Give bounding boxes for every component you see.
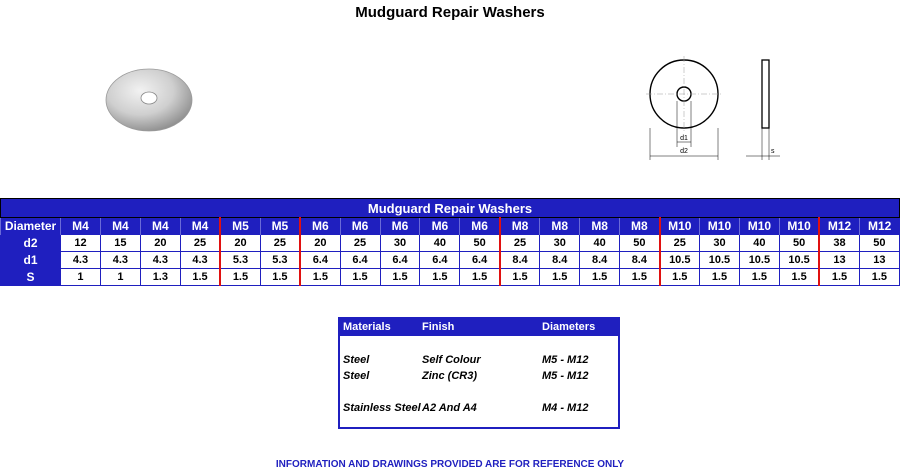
table-cell: 25 bbox=[500, 235, 540, 252]
table-cell: 1.5 bbox=[620, 269, 660, 286]
table-cell: 1.5 bbox=[340, 269, 380, 286]
table-cell: 50 bbox=[460, 235, 500, 252]
table-cell: 10.5 bbox=[779, 252, 819, 269]
table-cell: 20 bbox=[220, 235, 260, 252]
diameter-header-cell: M10 bbox=[739, 218, 779, 235]
table-cell: 30 bbox=[380, 235, 420, 252]
table-cell: 4.3 bbox=[61, 252, 101, 269]
table-cell: 12 bbox=[61, 235, 101, 252]
table-cell: 40 bbox=[580, 235, 620, 252]
table-cell: 8.4 bbox=[540, 252, 580, 269]
material-name: Stainless Steel bbox=[343, 402, 421, 414]
diameter-header-cell: M8 bbox=[500, 218, 540, 235]
table-row bbox=[1, 252, 900, 269]
table-cell: 1.5 bbox=[380, 269, 420, 286]
washer-technical-drawing bbox=[640, 52, 780, 164]
materials-row bbox=[340, 352, 618, 366]
table-cell: 13 bbox=[859, 252, 899, 269]
table-cell: 1 bbox=[100, 269, 140, 286]
diameter-header-cell: M5 bbox=[260, 218, 300, 235]
diameter-header-cell: M12 bbox=[859, 218, 899, 235]
material-diameters: M5 - M12 bbox=[542, 370, 589, 382]
diameter-header-cell: M8 bbox=[540, 218, 580, 235]
table-cell: 5.3 bbox=[260, 252, 300, 269]
table-cell: 4.3 bbox=[180, 252, 220, 269]
diameter-header-cell: M6 bbox=[460, 218, 500, 235]
diameter-header-cell: M6 bbox=[380, 218, 420, 235]
material-finish: A2 And A4 bbox=[422, 402, 477, 414]
diameter-header-cell: M10 bbox=[660, 218, 700, 235]
row-label: S bbox=[1, 269, 61, 286]
table-cell: 40 bbox=[739, 235, 779, 252]
table-cell: 4.3 bbox=[140, 252, 180, 269]
table-cell: 4.3 bbox=[100, 252, 140, 269]
materials-header bbox=[340, 319, 618, 336]
table-cell: 1.5 bbox=[460, 269, 500, 286]
table-cell: 8.4 bbox=[500, 252, 540, 269]
table-cell: 50 bbox=[620, 235, 660, 252]
table-cell: 30 bbox=[540, 235, 580, 252]
table-cell: 5.3 bbox=[220, 252, 260, 269]
table-header-row bbox=[1, 218, 900, 235]
materials-box bbox=[338, 317, 620, 429]
washer-photo bbox=[100, 62, 200, 132]
table-cell: 6.4 bbox=[340, 252, 380, 269]
reference-disclaimer: INFORMATION AND DRAWINGS PROVIDED ARE FOR REFERENCE ONLY bbox=[275, 459, 625, 470]
diameter-header-cell: M6 bbox=[300, 218, 340, 235]
material-name: Steel bbox=[343, 354, 370, 366]
table-cell: 6.4 bbox=[420, 252, 460, 269]
table-cell: 1.5 bbox=[700, 269, 740, 286]
table-cell: 25 bbox=[180, 235, 220, 252]
table-cell: 50 bbox=[779, 235, 819, 252]
table-cell: 1.5 bbox=[660, 269, 700, 286]
table-title: Mudguard Repair Washers bbox=[1, 199, 900, 218]
diameter-header-cell: M4 bbox=[180, 218, 220, 235]
diameter-header-cell: M12 bbox=[819, 218, 859, 235]
s-label: s bbox=[771, 148, 775, 155]
table-cell: 1.5 bbox=[739, 269, 779, 286]
material-name: Steel bbox=[343, 370, 370, 382]
table-cell: 38 bbox=[819, 235, 859, 252]
table-cell: 1 bbox=[61, 269, 101, 286]
diameter-header-cell: M4 bbox=[100, 218, 140, 235]
table-cell: 10.5 bbox=[700, 252, 740, 269]
diameter-header-cell: M6 bbox=[420, 218, 460, 235]
materials-header-label: Materials bbox=[343, 321, 391, 333]
table-cell: 40 bbox=[420, 235, 460, 252]
page-title: Mudguard Repair Washers bbox=[355, 4, 545, 21]
washer-spec-table bbox=[0, 198, 900, 286]
diameter-header-cell: M8 bbox=[620, 218, 660, 235]
table-cell: 10.5 bbox=[660, 252, 700, 269]
diameter-header-cell: M4 bbox=[140, 218, 180, 235]
table-cell: 25 bbox=[260, 235, 300, 252]
diameter-header-cell: M10 bbox=[779, 218, 819, 235]
table-cell: 1.5 bbox=[779, 269, 819, 286]
table-row bbox=[1, 269, 900, 286]
table-cell: 20 bbox=[140, 235, 180, 252]
diameter-header-cell: M4 bbox=[61, 218, 101, 235]
diameter-header-cell: M8 bbox=[580, 218, 620, 235]
table-cell: 1.5 bbox=[500, 269, 540, 286]
table-cell: 13 bbox=[819, 252, 859, 269]
d1-label: d1 bbox=[680, 135, 688, 142]
material-finish: Self Colour bbox=[422, 354, 481, 366]
material-diameters: M5 - M12 bbox=[542, 354, 589, 366]
finish-header-label: Finish bbox=[422, 321, 455, 333]
table-cell: 15 bbox=[100, 235, 140, 252]
table-cell: 10.5 bbox=[739, 252, 779, 269]
table-cell: 25 bbox=[340, 235, 380, 252]
materials-row bbox=[340, 368, 618, 382]
row-label: d1 bbox=[1, 252, 61, 269]
table-cell: 1.5 bbox=[819, 269, 859, 286]
diameters-header-label: Diameters bbox=[542, 321, 596, 333]
table-cell: 1.5 bbox=[420, 269, 460, 286]
table-cell: 1.5 bbox=[260, 269, 300, 286]
table-cell: 6.4 bbox=[380, 252, 420, 269]
table-cell: 1.5 bbox=[220, 269, 260, 286]
table-cell: 1.5 bbox=[300, 269, 340, 286]
materials-row bbox=[340, 400, 618, 414]
table-cell: 6.4 bbox=[460, 252, 500, 269]
table-cell: 30 bbox=[700, 235, 740, 252]
table-cell: 8.4 bbox=[620, 252, 660, 269]
material-diameters: M4 - M12 bbox=[542, 402, 589, 414]
row-label: d2 bbox=[1, 235, 61, 252]
row-label: Diameter bbox=[1, 218, 61, 235]
material-finish: Zinc (CR3) bbox=[422, 370, 477, 382]
table-cell: 1.5 bbox=[859, 269, 899, 286]
table-cell: 1.5 bbox=[580, 269, 620, 286]
diameter-header-cell: M10 bbox=[700, 218, 740, 235]
table-cell: 6.4 bbox=[300, 252, 340, 269]
table-cell: 50 bbox=[859, 235, 899, 252]
d2-label: d2 bbox=[680, 148, 688, 155]
table-row bbox=[1, 235, 900, 252]
table-cell: 20 bbox=[300, 235, 340, 252]
diameter-header-cell: M6 bbox=[340, 218, 380, 235]
table-cell: 1.5 bbox=[180, 269, 220, 286]
table-cell: 1.3 bbox=[140, 269, 180, 286]
table-cell: 8.4 bbox=[580, 252, 620, 269]
table-cell: 25 bbox=[660, 235, 700, 252]
diameter-header-cell: M5 bbox=[220, 218, 260, 235]
table-cell: 1.5 bbox=[540, 269, 580, 286]
